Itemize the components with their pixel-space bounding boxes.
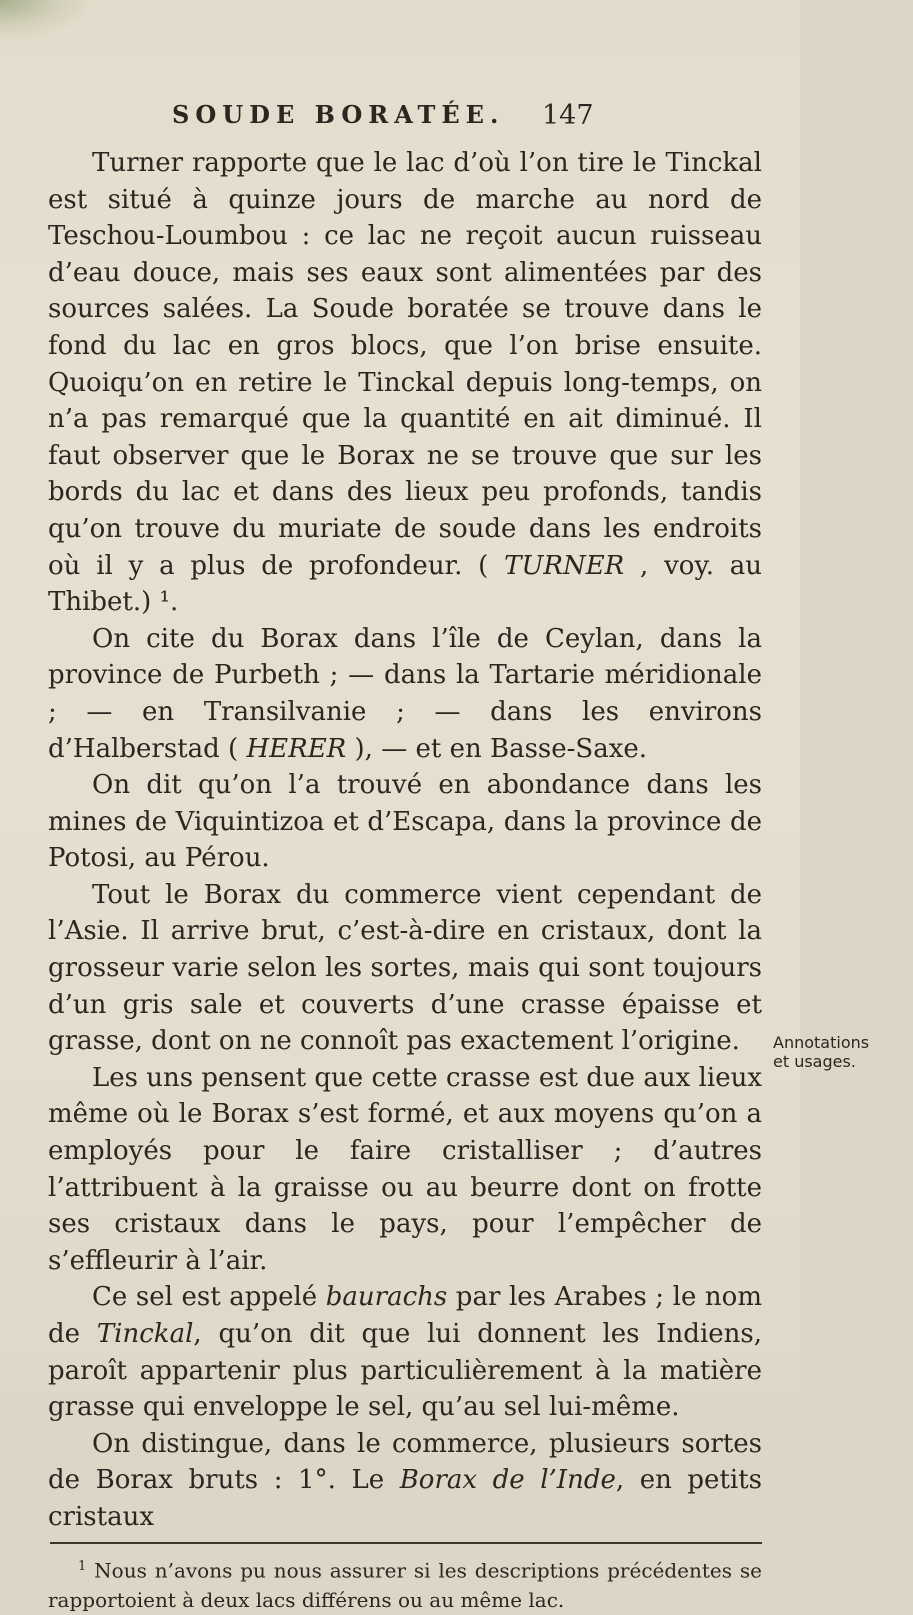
italic-text: Tinckal <box>96 1319 194 1349</box>
italic-text: TURNER <box>504 550 625 581</box>
italic-text: HERER <box>246 733 347 764</box>
paragraph-text: ), — et en Basse-Saxe. <box>346 733 648 764</box>
margin-note <box>773 1033 913 1071</box>
margin-note-line: et usages. <box>773 1052 856 1071</box>
paragraph-text: , voy. au Thibet.) ¹. <box>48 550 762 618</box>
body-paragraph <box>48 1426 762 1536</box>
body-paragraph <box>48 1060 762 1280</box>
italic-text: baurachs <box>325 1282 448 1313</box>
paragraph-text: Tout le Borax du commerce vient cependant de l’Asie. Il arrive brut, c’est-à-dire en cristaux, dont la grosseur varie selon les sortes, mais qui sont toujours d’un gris sale et couverts d’une crasse épaisse et grasse, dont on ne connoît pas exactement l’origine. <box>48 879 762 1057</box>
body-paragraph <box>48 621 762 767</box>
paragraph-text: On distingue, dans le commerce, plusieurs sortes de Borax bruts : 1°. Le <box>48 1428 762 1496</box>
paper-stain <box>0 0 90 40</box>
paragraph-text: , en petits cristaux <box>48 1465 762 1532</box>
body-paragraph <box>48 145 762 621</box>
paragraph-text: On cite du Borax dans l’île de Ceylan, dans la province de Purbeth ; — dans la Tartarie méridionale ; — en Transilvanie ; — dans les environs d’Halberstad ( <box>48 623 762 764</box>
body-text <box>48 145 762 1536</box>
italic-text: Borax de l’Inde <box>399 1465 616 1496</box>
paragraph-text: par les Arabes ; le nom de <box>48 1282 762 1349</box>
paragraph-text: On dit qu’on l’a trouvé en abondance dans les mines de Viquintizoa et d’Escapa, dans la province de Potosi, au Pérou. <box>48 770 762 874</box>
body-paragraph <box>48 1279 762 1425</box>
footnote-text: Nous n’avons pu nous assurer si les descriptions précédentes se rapportoient à deux lacs différens ou au même lac. <box>48 1558 762 1612</box>
paragraph-text: , qu’on dit que lui donnent les Indiens, paroît appartenir plus particulièrement à la matière grasse qui enveloppe le sel, qu’au sel lui-même. <box>48 1319 763 1423</box>
paragraph-text: Ce sel est appelé <box>92 1282 326 1313</box>
footnote-paragraph <box>48 1552 762 1615</box>
margin-note-line: Annotations <box>773 1033 870 1052</box>
page-header <box>172 100 772 140</box>
running-title: SOUDE BORATÉE. <box>172 100 505 129</box>
footnote-marker: 1 <box>78 1559 87 1574</box>
page-number: 147 <box>542 100 594 131</box>
footnote <box>48 1552 762 1615</box>
paragraph-text: Les uns pensent que cette crasse est due aux lieux même où le Borax s’est formé, et aux moyens qu’on a employés pour le faire cristalliser ; d’autres l’attribuent à la graisse ou au beurre dont on frotte ses cristaux dans le pays, pour l’empêcher de s’effleurir à l’air. <box>48 1062 762 1276</box>
paragraph-text: Turner rapporte que le lac d’où l’on tire le Tinckal est situé à quinze jours de marche au nord de Teschou-Loumbou : ce lac ne reçoit aucun ruisseau d’eau douce, mais ses eaux sont alimentées par des sources salées. La Soude boratée se trouve dans le fond du lac en gros blocs, que l’on brise ensuite. Quoiqu’on en retire le Tinckal depuis long-temps, on n’a pas remarqué que la quantité en ait diminué. Il faut observer que le Borax ne se trouve que sur les bords du lac et dans des lieux peu profonds, tandis qu’on trouve du muriate de soude dans les endroits où il y a plus de profondeur. ( <box>48 148 762 581</box>
body-paragraph <box>48 877 762 1060</box>
body-paragraph <box>48 767 762 877</box>
footnote-rule <box>50 1542 762 1544</box>
